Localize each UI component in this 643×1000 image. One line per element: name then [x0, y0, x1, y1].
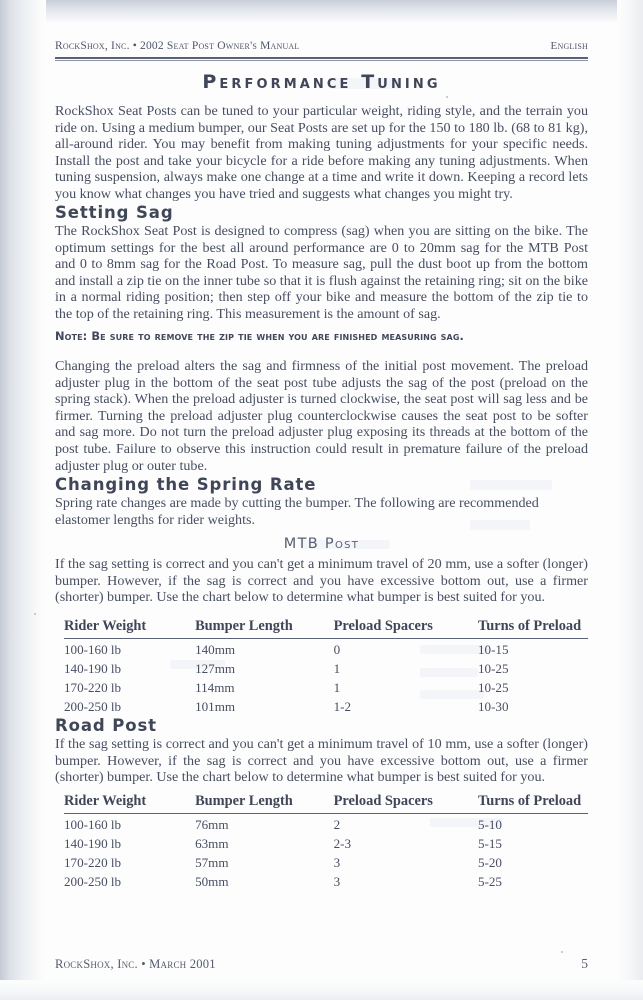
- cell-rider-weight: 140-190 lb: [64, 661, 122, 677]
- table-header-row: [64, 793, 588, 814]
- intro-paragraph: RockShox Seat Posts can be tuned to your particular weight, riding style, and the terrain you ride on. Using a medium bumper, our Seat Posts are set up for the 150 to 180 lb. (68 to 81 kg), all-around rider. You may benefit from making tuning adjustments for your specific needs. Install the post and take your bicycle for a ride before making any tuning adjustments. When tuning suspension, always make one change at a time and write it down. Keeping a record lets you know what changes you have tried and suggests what changes you might try.: [55, 103, 588, 202]
- table-row: [64, 696, 588, 715]
- table-row: [64, 677, 588, 696]
- cell-bumper-length: 140mm: [195, 642, 236, 658]
- cell-rider-weight: 170-220 lb: [64, 855, 122, 871]
- cell-preload-spacers: 0: [333, 642, 341, 658]
- cell-preload-spacers: 1: [333, 661, 341, 677]
- table-row: [64, 658, 588, 677]
- table-row: [64, 871, 588, 890]
- running-head-left: RockShox, Inc. • 2002 Seat Post Owner's Manual: [55, 40, 300, 52]
- table-row: [64, 852, 588, 871]
- mtb-post-table: [64, 618, 588, 715]
- cell-preload-spacers: 3: [333, 855, 341, 871]
- column-header-bumper-length: Bumper Length: [195, 618, 334, 639]
- spring-rate-paragraph: Spring rate changes are made by cutting the bumper. The following are recommended elastomer lengths for rider weights.: [55, 495, 539, 528]
- cell-turns-of-preload: 5-20: [477, 855, 502, 871]
- cell-turns-of-preload: 10-30: [477, 699, 509, 715]
- cell-turns-of-preload: 5-25: [477, 874, 502, 890]
- running-head-language: English: [550, 40, 588, 52]
- cell-rider-weight: 200-250 lb: [64, 874, 122, 890]
- mtb-post-paragraph: If the sag setting is correct and you can't get a minimum travel of 20 mm, use a softer (longer) bumper. However, if the sag is correct and you have excessive bottom out, use a firmer (shorter) bumper. Use the chart below to determine what bumper is best suited for you.: [55, 556, 588, 606]
- cell-turns-of-preload: 10-25: [477, 680, 509, 696]
- cell-turns-of-preload: 5-15: [477, 836, 502, 852]
- cell-rider-weight: 140-190 lb: [64, 836, 122, 852]
- cell-turns-of-preload: 10-15: [477, 642, 509, 658]
- cell-preload-spacers: 1-2: [333, 699, 352, 715]
- note-remove-zip-tie: Note: Be sure to remove the zip tie when you are finished measuring sag.: [55, 329, 464, 343]
- preload-paragraph: Changing the preload alters the sag and firmness of the initial post movement. The preload adjuster plug in the bottom of the seat post tube adjusts the sag of the post (preload on the spring stack). When the preload adjuster is turned clockwise, the seat post will sag less and be firmer. Turning the preload adjuster plug counterclockwise causes the seat post to be softer and sag more. Do not turn the preload adjuster plug exposing its threads at the bottom of the post tube. Failure to observe this instruction could result in premature failure of the preload adjuster plug or outer tube.: [55, 358, 588, 474]
- heading-changing-spring-rate: Changing the Spring Rate: [55, 475, 317, 494]
- table-row: [64, 814, 588, 834]
- column-header-preload-spacers: Preload Spacers: [334, 793, 478, 814]
- table-row: [64, 639, 588, 659]
- table-row: [64, 833, 588, 852]
- heading-road-post: Road Post: [55, 716, 157, 735]
- cell-bumper-length: 101mm: [195, 699, 236, 715]
- page-title: Performance Tuning: [202, 71, 441, 93]
- page-footer: [55, 956, 588, 972]
- setting-sag-paragraph: The RockShox Seat Post is designed to compress (sag) when you are sitting on the bike. The optimum settings for the best all around performance are 0 to 20mm sag for the MTB Post and 0 to 8mm sag for the Road Post. To measure sag, pull the dust boot up from the bottom and install a zip tie on the inner tube so that it is flush against the retaining ring; sit on the bike in a normal riding position; then step off your bike and measure the bottom of the zip tie to the top of the retaining ring. This measurement is the amount of sag.: [55, 223, 588, 322]
- scan-speck: [34, 613, 36, 615]
- cell-preload-spacers: 2: [333, 817, 341, 833]
- cell-preload-spacers: 1: [333, 680, 341, 696]
- column-header-bumper-length: Bumper Length: [195, 793, 334, 814]
- scan-left-gutter: [0, 0, 46, 1000]
- column-header-turns-of-preload: Turns of Preload: [478, 793, 588, 814]
- cell-bumper-length: 114mm: [195, 680, 235, 696]
- cell-bumper-length: 76mm: [195, 817, 229, 833]
- cell-rider-weight: 100-160 lb: [64, 642, 122, 658]
- cell-bumper-length: 50mm: [195, 874, 229, 890]
- cell-rider-weight: 100-160 lb: [64, 817, 122, 833]
- cell-preload-spacers: 2-3: [333, 836, 352, 852]
- cell-turns-of-preload: 10-25: [477, 661, 509, 677]
- cell-rider-weight: 170-220 lb: [64, 680, 122, 696]
- cell-bumper-length: 63mm: [195, 836, 229, 852]
- footer-imprint: RockShox, Inc. • March 2001: [55, 957, 216, 971]
- running-head: [55, 40, 588, 52]
- column-header-turns-of-preload: Turns of Preload: [478, 618, 588, 639]
- page-content: [55, 0, 588, 1000]
- heading-mtb-post: MTB Post: [283, 536, 360, 552]
- header-rule: [55, 57, 588, 61]
- cell-rider-weight: 200-250 lb: [64, 699, 122, 715]
- table-header-row: [64, 618, 588, 639]
- column-header-preload-spacers: Preload Spacers: [334, 618, 478, 639]
- road-post-paragraph: If the sag setting is correct and you can't get a minimum travel of 10 mm, use a softer (longer) bumper. However, if the sag is correct and you have excessive bottom out, use a firmer (shorter) bumper. Use the chart below to determine what bumper is best suited for you.: [55, 736, 588, 786]
- cell-turns-of-preload: 5-10: [477, 817, 502, 833]
- column-header-rider-weight: Rider Weight: [64, 793, 195, 814]
- cell-bumper-length: 57mm: [195, 855, 229, 871]
- road-post-table: [64, 793, 588, 890]
- cell-bumper-length: 127mm: [195, 661, 236, 677]
- cell-preload-spacers: 3: [333, 874, 341, 890]
- scan-right-edge: [617, 0, 643, 1000]
- heading-setting-sag: Setting Sag: [55, 203, 174, 222]
- page-number: 5: [581, 956, 588, 971]
- column-header-rider-weight: Rider Weight: [64, 618, 195, 639]
